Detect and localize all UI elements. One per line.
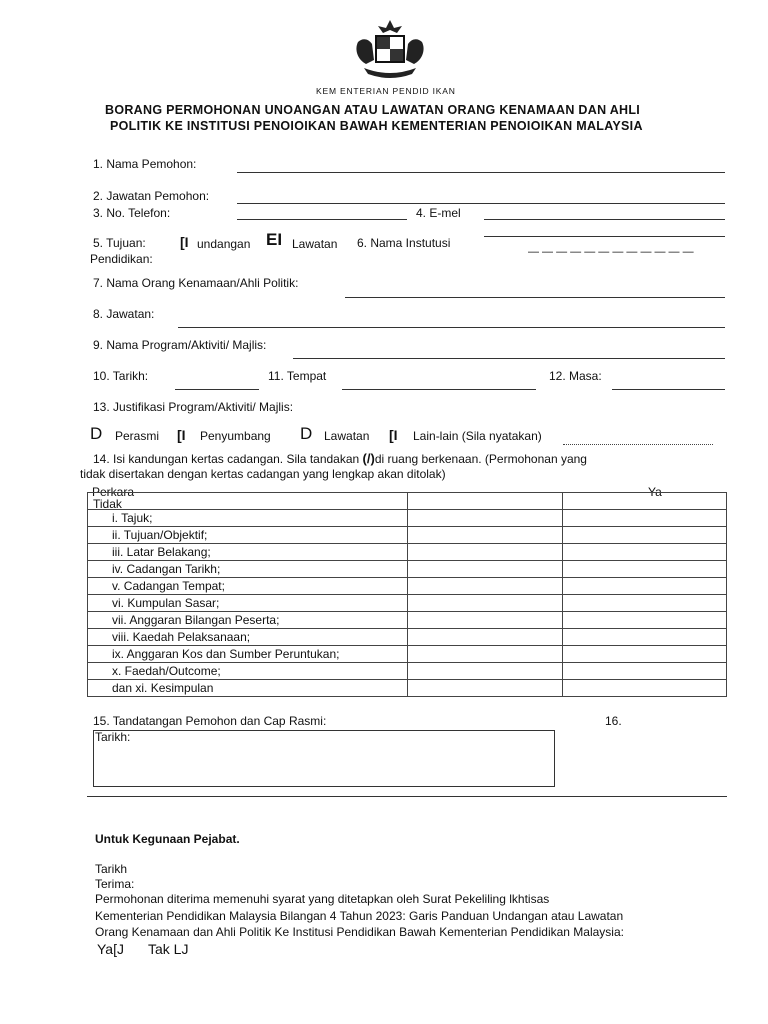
vip-name-field[interactable] bbox=[345, 297, 725, 298]
coat-of-arms-logo bbox=[350, 16, 430, 84]
form-title-line2: POLITIK KE INSTITUSI PENOIOIKAN BAWAH KEMENTERIAN PENOIOIKAN MALAYSIA bbox=[110, 119, 643, 133]
field-label-justification: 13. Justifikasi Program/Aktiviti/ Majlis: bbox=[93, 400, 294, 414]
office-date-label: Tarikh bbox=[95, 862, 128, 876]
yes-cell[interactable] bbox=[408, 646, 563, 663]
field-label-vip-position: 8. Jawatan: bbox=[93, 307, 155, 321]
yes-cell[interactable] bbox=[408, 663, 563, 680]
table-row bbox=[88, 493, 727, 510]
office-received-label: Terima: bbox=[95, 877, 135, 891]
field-label-institution: 6. Nama Instutusi bbox=[357, 236, 451, 250]
others-specify-field[interactable] bbox=[563, 444, 713, 445]
no-cell[interactable] bbox=[563, 493, 727, 510]
program-name-field[interactable] bbox=[293, 358, 725, 359]
option-visit-justification-label: Lawatan bbox=[324, 429, 370, 443]
field-label-16: 16. bbox=[605, 714, 622, 728]
section14-text-b: di ruang berkenaan. (Permohonan yang bbox=[374, 452, 587, 466]
field-label-place: 11. Tempat bbox=[268, 369, 327, 383]
yes-cell[interactable] bbox=[408, 544, 563, 561]
option-launch-label: Perasmi bbox=[115, 429, 160, 443]
checkbox-others[interactable]: [I bbox=[389, 427, 398, 443]
yes-cell[interactable] bbox=[408, 578, 563, 595]
no-cell[interactable] bbox=[563, 629, 727, 646]
no-cell[interactable] bbox=[563, 510, 727, 527]
applicant-name-field[interactable] bbox=[237, 172, 725, 173]
checkbox-contributor[interactable]: [I bbox=[177, 427, 186, 443]
table-row bbox=[88, 646, 727, 663]
checklist-item-label: v. Cadangan Tempat; bbox=[88, 578, 408, 595]
table-row bbox=[88, 680, 727, 697]
field-label-time: 12. Masa: bbox=[549, 369, 602, 383]
table-row bbox=[88, 544, 727, 561]
field-label-institution-cont: Pendidikan: bbox=[90, 252, 153, 266]
table-row bbox=[88, 663, 727, 680]
field-label-program-name: 9. Nama Program/Aktiviti/ Majlis: bbox=[93, 338, 267, 352]
table-row bbox=[88, 612, 727, 629]
field-label-date: 10. Tarikh: bbox=[93, 369, 149, 383]
checkbox-invitation[interactable]: [I bbox=[180, 234, 189, 250]
email-field[interactable] bbox=[484, 219, 725, 220]
office-paragraph-line3: Orang Kenamaan dan Ahli Politik Ke Institusi Pendidikan Bawah Kementerian Pendidikan Malaysia: bbox=[95, 925, 624, 939]
field-label-applicant-name: 1. Nama Pemohon: bbox=[93, 157, 197, 171]
yes-cell[interactable] bbox=[408, 527, 563, 544]
yes-cell[interactable] bbox=[408, 493, 563, 510]
tick-mark-symbol: (/) bbox=[362, 451, 375, 466]
institution-field[interactable] bbox=[484, 236, 725, 237]
time-field[interactable] bbox=[612, 389, 725, 390]
table-row bbox=[88, 578, 727, 595]
signature-date-label: Tarikh: bbox=[95, 730, 131, 744]
field-label-signature: 15. Tandatangan Pemohon dan Cap Rasmi: bbox=[93, 714, 327, 728]
checkbox-visit-justification[interactable]: D bbox=[300, 424, 313, 443]
yes-cell[interactable] bbox=[408, 680, 563, 697]
table-row bbox=[88, 527, 727, 544]
yes-cell[interactable] bbox=[408, 561, 563, 578]
option-invitation-label: undangan bbox=[197, 237, 251, 251]
table-row bbox=[88, 510, 727, 527]
checklist-item-label: i. Tajuk; bbox=[88, 510, 408, 527]
checklist-item-label: ix. Anggaran Kos dan Sumber Peruntukan; bbox=[88, 646, 408, 663]
checklist-item-label: vi. Kumpulan Sasar; bbox=[88, 595, 408, 612]
no-cell[interactable] bbox=[563, 595, 727, 612]
column-header-no: Tidak bbox=[93, 497, 122, 511]
section14-instruction-line1 bbox=[93, 451, 587, 466]
yes-cell[interactable] bbox=[408, 612, 563, 629]
office-use-heading: Untuk Kegunaan Pejabat. bbox=[95, 832, 240, 846]
no-cell[interactable] bbox=[563, 663, 727, 680]
ministry-name: KEM ENTERIAN PENDID IKAN bbox=[316, 86, 456, 96]
section14-instruction-line2: tidak disertakan dengan kertas cadangan yang lengkap akan ditolak) bbox=[80, 467, 446, 481]
signature-stamp-box[interactable] bbox=[93, 730, 555, 787]
column-header-yes: Ya bbox=[648, 485, 662, 499]
no-cell[interactable] bbox=[563, 646, 727, 663]
place-field[interactable] bbox=[342, 389, 536, 390]
office-yes-checkbox[interactable]: Ya[J bbox=[97, 941, 124, 957]
no-cell[interactable] bbox=[563, 578, 727, 595]
field-label-applicant-position: 2. Jawatan Pemohon: bbox=[93, 189, 210, 203]
no-cell[interactable] bbox=[563, 612, 727, 629]
table-row bbox=[88, 595, 727, 612]
proposal-checklist-table bbox=[87, 492, 727, 697]
vip-position-field[interactable] bbox=[178, 327, 725, 328]
form-title-line1: BORANG PERMOHONAN UNOANGAN ATAU LAWATAN ORANG KENAMAAN DAN AHLI bbox=[105, 103, 641, 117]
office-paragraph-line1: Permohonan diterima memenuhi syarat yang ditetapkan oleh Surat Pekeliling lkhtisas bbox=[95, 892, 550, 906]
phone-field[interactable] bbox=[237, 219, 407, 220]
date-field[interactable] bbox=[175, 389, 259, 390]
checklist-item-label: dan xi. Kesimpulan bbox=[88, 680, 408, 697]
field-label-phone: 3. No. Telefon: bbox=[93, 206, 171, 220]
column-header-item: Perkara bbox=[92, 485, 135, 499]
table-row bbox=[88, 629, 727, 646]
section-divider bbox=[87, 796, 727, 797]
checkbox-launch[interactable]: D bbox=[90, 424, 103, 443]
yes-cell[interactable] bbox=[408, 595, 563, 612]
field-label-email: 4. E-mel bbox=[416, 206, 461, 220]
no-cell[interactable] bbox=[563, 561, 727, 578]
table-row bbox=[88, 561, 727, 578]
checklist-item-label: viii. Kaedah Pelaksanaan; bbox=[88, 629, 408, 646]
no-cell[interactable] bbox=[563, 527, 727, 544]
institution-dashes: — — — — — — — — — — — — bbox=[528, 246, 694, 258]
checklist-item-label: ii. Tujuan/Objektif; bbox=[88, 527, 408, 544]
option-contributor-label: Penyumbang bbox=[200, 429, 271, 443]
field-label-vip-name: 7. Nama Orang Kenamaan/Ahli Politik: bbox=[93, 276, 299, 290]
checklist-item-label: x. Faedah/Outcome; bbox=[88, 663, 408, 680]
applicant-position-field[interactable] bbox=[237, 203, 725, 204]
yes-cell[interactable] bbox=[408, 510, 563, 527]
option-others-label: Lain-lain (Sila nyatakan) bbox=[413, 429, 542, 443]
office-paragraph-line2: Kementerian Pendidikan Malaysia Bilangan 4 Tahun 2023: Garis Panduan Undangan atau Lawatan bbox=[95, 909, 624, 923]
field-label-purpose: 5. Tujuan: bbox=[93, 236, 146, 250]
option-visit-label: Lawatan bbox=[292, 237, 338, 251]
no-cell[interactable] bbox=[563, 680, 727, 697]
checkbox-visit[interactable]: EI bbox=[266, 230, 283, 249]
section14-text-a: 14. Isi kandungan kertas cadangan. Sila tandakan bbox=[93, 452, 360, 466]
office-no-checkbox[interactable]: Tak LJ bbox=[148, 941, 189, 957]
checklist-item-label: iii. Latar Belakang; bbox=[88, 544, 408, 561]
yes-cell[interactable] bbox=[408, 629, 563, 646]
checklist-item-label: vii. Anggaran Bilangan Peserta; bbox=[88, 612, 408, 629]
no-cell[interactable] bbox=[563, 544, 727, 561]
table-header-spacer bbox=[88, 493, 408, 510]
checklist-item-label: iv. Cadangan Tarikh; bbox=[88, 561, 408, 578]
